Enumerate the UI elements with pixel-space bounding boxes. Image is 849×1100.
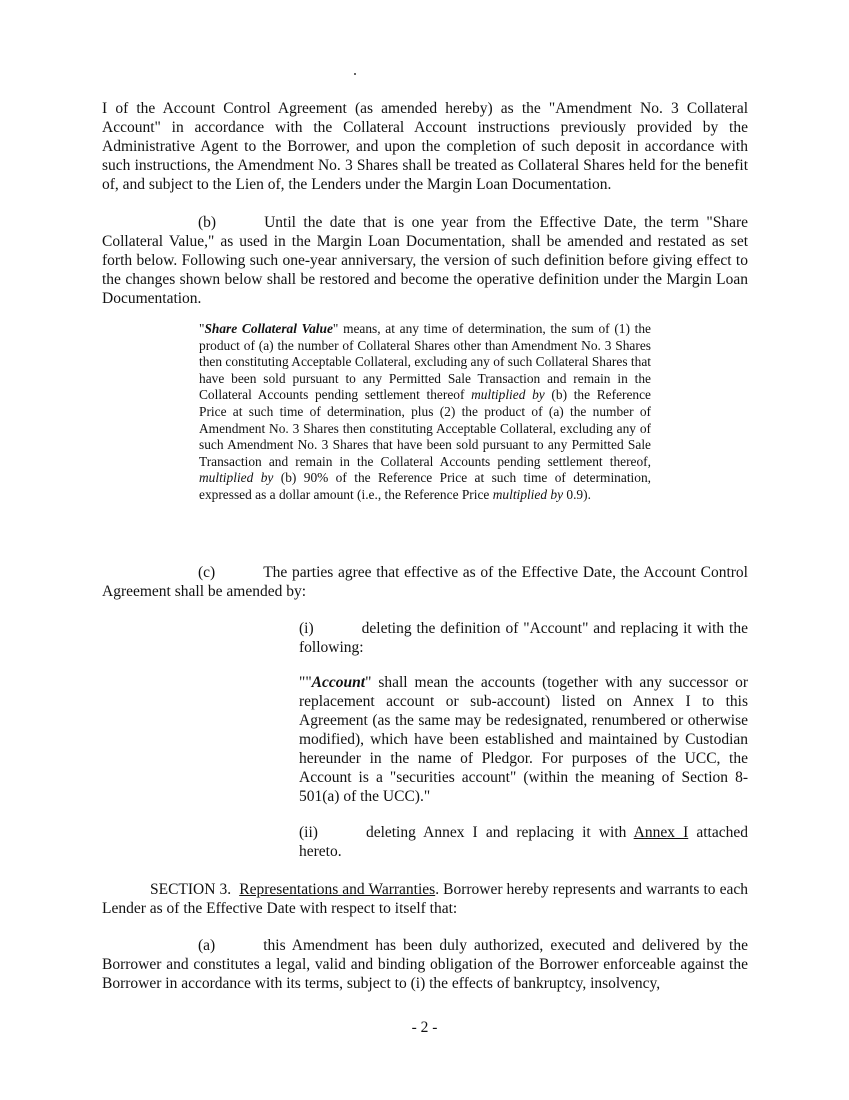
section-3: SECTION 3. Representations and Warranties. Borrower hereby represents and warrants to each Lender as of the Effective Date with respect to itself that:: [102, 881, 748, 917]
page-number: - 2 -: [411, 1019, 438, 1036]
paragraph-a: [102, 936, 748, 993]
share-collateral-value-definition: "Share Collateral Value" means, at any time of determination, the sum of (1) the product of (a) the number of Collateral Shares other than Amendment No. 3 Shares then constituting Acceptable Collateral, excluding any of such Collateral Shares that have been sold pursuant to any Permitted Sale Transaction and remain in the Collateral Accounts pending settlement thereof multiplied by (b) the Reference Price at such time of determination, plus (2) the product of (a) the number of Amendment No. 3 Shares then constituting Acceptable Collateral, excluding any of such Amendment No. 3 Shares that have been sold pursuant to any Permitted Sale Transaction and remain in the Collateral Accounts pending settlement thereof, multiplied by (b) 90% of the Reference Price at such time of determination, expressed as a dollar amount (i.e., the Reference Price multiplied by 0.9).: [199, 321, 651, 502]
paragraph-b-label: (b): [198, 214, 217, 231]
paragraph-b: [102, 213, 748, 308]
paragraph-c: [102, 563, 748, 601]
paragraph-a-label: (a): [198, 937, 216, 954]
paragraph-c-text: The parties agree that effective as of the Effective Date, the Account Control Agreement shall be amended by:: [102, 564, 748, 600]
stray-mark: [354, 73, 356, 75]
paragraph-a-text: this Amendment has been duly authorized, executed and delivered by the Borrower and constitutes a legal, valid and binding obligation of the Borrower enforceable against the Borrower in accordance with its terms, subject to (i) the effects of bankruptcy, insolvency,: [102, 937, 748, 992]
item-i-label: (i): [299, 620, 314, 637]
paragraph-c-label: (c): [198, 564, 216, 581]
account-term: Account: [311, 674, 366, 691]
section-3-label: SECTION 3.: [150, 881, 232, 898]
item-i-text: deleting the definition of "Account" and replacing it with the following:: [299, 620, 748, 656]
intro-text: I of the Account Control Agreement (as amended hereby) as the "Amendment No. 3 Collateral Account" in accordance with the Collateral Account instructions previously provided by the Administrative Agent to the Borrower, and upon the completion of such deposit in accordance with such instructions, the Amendment No. 3 Shares shall be treated as Collateral Shares held for the benefit of, and subject to the Lien of, the Lenders under the Margin Loan Documentation.: [102, 100, 748, 193]
defined-term: Share Collateral Value: [204, 321, 333, 336]
paragraph-b-text: Until the date that is one year from the Effective Date, the term "Share Collateral Value," as used in the Margin Loan Documentation, shall be amended and restated as set forth below. Following such one-year anniversary, the version of such definition before giving effect to the changes shown below shall be restored and become the operative definition under the Margin Loan Documentation.: [102, 214, 748, 307]
account-definition: ""Account" shall mean the accounts (together with any successor or replacement account or sub-account) listed on Annex I to this Agreement (as the same may be redesignated, renumbered or otherwise modified), which have been established and maintained by Custodian hereunder in the name of Pledgor. For purposes of the UCC, the Account is a "securities account" (within the meaning of Section 8-501(a) of the UCC).": [299, 674, 748, 805]
section-3-heading: Representations and Warranties: [239, 881, 436, 898]
item-ii-label: (ii): [299, 824, 318, 841]
item-ii: (ii) deleting Annex I and replacing it with Annex I attached hereto.: [299, 824, 748, 860]
item-i: [299, 619, 748, 657]
annex-i-reference: Annex I: [633, 824, 689, 841]
intro-paragraph: [102, 99, 748, 194]
